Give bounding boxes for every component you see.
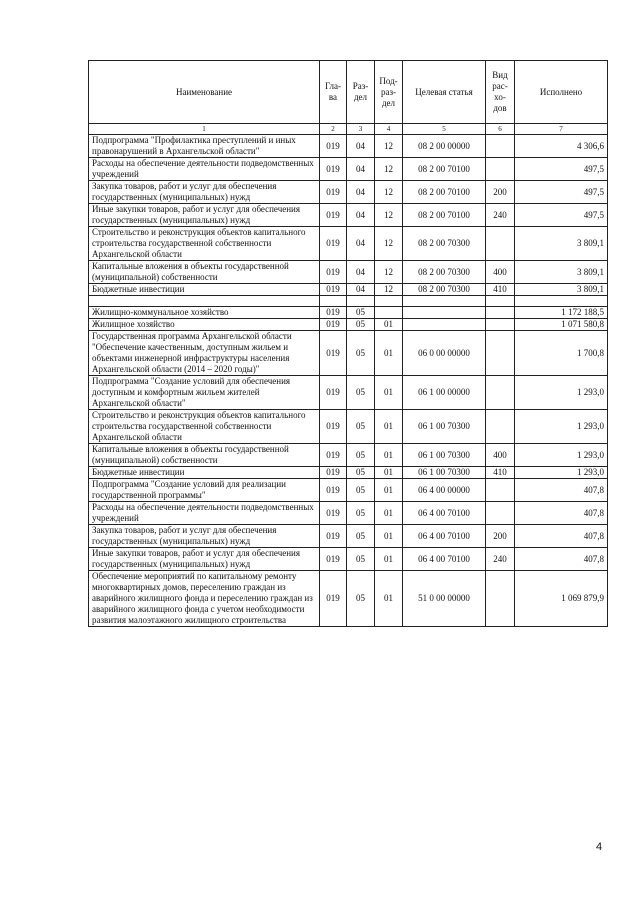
row-podrazdel	[375, 296, 403, 307]
row-podrazdel: 01	[375, 467, 403, 479]
row-name: Строительство и реконструкция объектов капитального строительства государственной собственности Архангельской области	[89, 227, 320, 261]
row-ispolneno: 1 293,0	[515, 376, 608, 410]
row-name: Иные закупки товаров, работ и услуг для обеспечения государственных (муниципальных) нужд	[89, 204, 320, 227]
row-razdel: 05	[347, 376, 375, 410]
row-razdel: 04	[347, 284, 375, 296]
row-name: Бюджетные инвестиции	[89, 467, 320, 479]
header-ispolneno: Исполнено	[515, 61, 608, 124]
row-name: Подпрограмма "Создание условий для реализации государственной программы"	[89, 479, 320, 502]
row-statya: 51 0 00 00000	[403, 571, 486, 627]
row-ispolneno: 407,8	[515, 479, 608, 502]
row-glava: 019	[320, 548, 347, 571]
row-glava: 019	[320, 376, 347, 410]
header-glava: Гла- ва	[320, 61, 347, 124]
header-razdel: Раз- дел	[347, 61, 375, 124]
row-glava: 019	[320, 571, 347, 627]
row-vid	[486, 227, 515, 261]
row-vid	[486, 571, 515, 627]
row-name: Иные закупки товаров, работ и услуг для обеспечения государственных (муниципальных) нужд	[89, 548, 320, 571]
row-podrazdel: 01	[375, 548, 403, 571]
row-vid	[486, 376, 515, 410]
column-number: 1	[89, 124, 320, 135]
row-vid: 240	[486, 204, 515, 227]
row-name: Капитальные вложения в объекты государственной (муниципальной) собственности	[89, 444, 320, 467]
row-name: Расходы на обеспечение деятельности подведомственных учреждений	[89, 158, 320, 181]
table-row	[89, 376, 608, 410]
row-razdel: 05	[347, 467, 375, 479]
table-row	[89, 479, 608, 502]
row-ispolneno: 1 069 879,9	[515, 571, 608, 627]
header-vid: Вид рас- хо- дов	[486, 61, 515, 124]
row-podrazdel: 01	[375, 410, 403, 444]
spacer-row	[89, 296, 608, 307]
row-statya: 08 2 00 70100	[403, 181, 486, 204]
row-podrazdel: 12	[375, 181, 403, 204]
table-row	[89, 502, 608, 525]
row-statya: 06 1 00 70300	[403, 467, 486, 479]
budget-table	[88, 60, 608, 627]
row-razdel: 05	[347, 319, 375, 331]
table-row	[89, 319, 608, 331]
table-body	[89, 135, 608, 627]
row-vid: 410	[486, 284, 515, 296]
row-vid	[486, 319, 515, 331]
row-glava: 019	[320, 158, 347, 181]
row-razdel: 05	[347, 479, 375, 502]
row-statya: 06 1 00 70300	[403, 444, 486, 467]
row-glava	[320, 296, 347, 307]
row-glava: 019	[320, 467, 347, 479]
row-podrazdel: 12	[375, 135, 403, 158]
row-name: Подпрограмма "Создание условий для обеспечения доступным и комфортным жильем жителей Архангельской области"	[89, 376, 320, 410]
table-row	[89, 307, 608, 319]
row-ispolneno: 3 809,1	[515, 227, 608, 261]
row-name: Закупка товаров, работ и услуг для обеспечения государственных (муниципальных) нужд	[89, 525, 320, 548]
table-header-row	[89, 61, 608, 124]
row-ispolneno: 407,8	[515, 548, 608, 571]
row-razdel: 04	[347, 227, 375, 261]
row-ispolneno: 1 071 580,8	[515, 319, 608, 331]
column-number-row	[89, 124, 608, 135]
header-name: Наименование	[89, 61, 320, 124]
row-vid: 400	[486, 444, 515, 467]
table-row	[89, 204, 608, 227]
row-podrazdel: 12	[375, 261, 403, 284]
row-glava: 019	[320, 284, 347, 296]
row-statya: 08 2 00 70300	[403, 227, 486, 261]
header-podrazdel: Под- раз- дел	[375, 61, 403, 124]
row-razdel: 04	[347, 204, 375, 227]
column-number: 2	[320, 124, 347, 135]
row-vid	[486, 135, 515, 158]
row-statya: 06 1 00 70300	[403, 410, 486, 444]
row-ispolneno	[515, 296, 608, 307]
row-razdel: 05	[347, 410, 375, 444]
row-podrazdel: 12	[375, 284, 403, 296]
table-row	[89, 444, 608, 467]
row-vid	[486, 502, 515, 525]
row-razdel: 05	[347, 444, 375, 467]
row-statya: 08 2 00 70100	[403, 158, 486, 181]
row-statya: 06 0 00 00000	[403, 331, 486, 376]
row-ispolneno: 4 306,6	[515, 135, 608, 158]
row-podrazdel: 12	[375, 227, 403, 261]
table-row	[89, 548, 608, 571]
row-name: Строительство и реконструкция объектов капитального строительства государственной собственности Архангельской области	[89, 410, 320, 444]
column-number: 3	[347, 124, 375, 135]
row-statya	[403, 296, 486, 307]
row-ispolneno: 497,5	[515, 158, 608, 181]
row-statya: 06 4 00 70100	[403, 525, 486, 548]
table-row	[89, 227, 608, 261]
row-name: Расходы на обеспечение деятельности подведомственных учреждений	[89, 502, 320, 525]
row-vid	[486, 331, 515, 376]
row-glava: 019	[320, 444, 347, 467]
row-glava: 019	[320, 261, 347, 284]
row-name: Государственная программа Архангельской области "Обеспечение качественным, доступным жильем и объектами инженерной инфраструктуры населения Архангельской области (2014 – 2020 годы)"	[89, 331, 320, 376]
header-statya: Целевая статья	[403, 61, 486, 124]
row-ispolneno: 3 809,1	[515, 284, 608, 296]
row-razdel: 05	[347, 307, 375, 319]
row-vid: 410	[486, 467, 515, 479]
row-razdel: 04	[347, 158, 375, 181]
row-vid	[486, 410, 515, 444]
row-name: Подпрограмма "Профилактика преступлений и иных правонарушений в Архангельской области"	[89, 135, 320, 158]
table-row	[89, 135, 608, 158]
row-glava: 019	[320, 319, 347, 331]
table-row	[89, 158, 608, 181]
row-vid: 400	[486, 261, 515, 284]
row-statya: 06 4 00 70100	[403, 502, 486, 525]
row-razdel: 04	[347, 181, 375, 204]
row-podrazdel: 01	[375, 444, 403, 467]
row-razdel: 05	[347, 525, 375, 548]
row-podrazdel: 01	[375, 502, 403, 525]
row-vid	[486, 158, 515, 181]
row-podrazdel	[375, 307, 403, 319]
table-row	[89, 525, 608, 548]
row-vid: 200	[486, 181, 515, 204]
row-statya: 06 1 00 00000	[403, 376, 486, 410]
table-row	[89, 571, 608, 627]
row-ispolneno: 1 700,8	[515, 331, 608, 376]
row-ispolneno: 1 293,0	[515, 444, 608, 467]
row-ispolneno: 3 809,1	[515, 261, 608, 284]
row-razdel	[347, 296, 375, 307]
row-vid: 200	[486, 525, 515, 548]
row-vid	[486, 479, 515, 502]
table-row	[89, 261, 608, 284]
row-name: Жилищное хозяйство	[89, 319, 320, 331]
table-row	[89, 467, 608, 479]
row-glava: 019	[320, 410, 347, 444]
column-number: 5	[403, 124, 486, 135]
table-row	[89, 181, 608, 204]
table-row	[89, 410, 608, 444]
column-number: 6	[486, 124, 515, 135]
row-ispolneno: 407,8	[515, 525, 608, 548]
row-statya: 08 2 00 70100	[403, 204, 486, 227]
row-glava: 019	[320, 502, 347, 525]
row-podrazdel: 01	[375, 525, 403, 548]
row-glava: 019	[320, 479, 347, 502]
row-podrazdel: 12	[375, 204, 403, 227]
row-razdel: 05	[347, 548, 375, 571]
row-name: Бюджетные инвестиции	[89, 284, 320, 296]
row-glava: 019	[320, 525, 347, 548]
column-number: 4	[375, 124, 403, 135]
row-statya: 06 4 00 70100	[403, 548, 486, 571]
row-podrazdel: 12	[375, 158, 403, 181]
row-name: Жилищно-коммунальное хозяйство	[89, 307, 320, 319]
row-podrazdel: 01	[375, 319, 403, 331]
row-ispolneno: 1 293,0	[515, 467, 608, 479]
table-row	[89, 284, 608, 296]
row-vid	[486, 296, 515, 307]
row-ispolneno: 1 172 188,5	[515, 307, 608, 319]
row-podrazdel: 01	[375, 479, 403, 502]
row-razdel: 04	[347, 135, 375, 158]
row-glava: 019	[320, 307, 347, 319]
row-razdel: 04	[347, 261, 375, 284]
row-podrazdel: 01	[375, 376, 403, 410]
row-glava: 019	[320, 204, 347, 227]
row-vid: 240	[486, 548, 515, 571]
row-razdel: 05	[347, 331, 375, 376]
row-ispolneno: 407,8	[515, 502, 608, 525]
row-razdel: 05	[347, 502, 375, 525]
row-statya: 08 2 00 70300	[403, 261, 486, 284]
row-glava: 019	[320, 331, 347, 376]
row-statya	[403, 319, 486, 331]
row-glava: 019	[320, 135, 347, 158]
row-glava: 019	[320, 227, 347, 261]
row-podrazdel: 01	[375, 331, 403, 376]
row-statya	[403, 307, 486, 319]
row-statya: 08 2 00 00000	[403, 135, 486, 158]
column-number: 7	[515, 124, 608, 135]
page-number: 4	[596, 841, 603, 853]
table-row	[89, 331, 608, 376]
row-ispolneno: 497,5	[515, 204, 608, 227]
row-name: Закупка товаров, работ и услуг для обеспечения государственных (муниципальных) нужд	[89, 181, 320, 204]
row-name: Обеспечение мероприятий по капитальному ремонту многоквартирных домов, переселению граждан из аварийного жилищного фонда и переселению граждан из аварийного жилищного фонда с учетом необходимости развития малоэтажного жилищного строительства	[89, 571, 320, 627]
row-ispolneno: 497,5	[515, 181, 608, 204]
row-vid	[486, 307, 515, 319]
row-name: Капитальные вложения в объекты государственной (муниципальной) собственности	[89, 261, 320, 284]
row-glava: 019	[320, 181, 347, 204]
row-podrazdel: 01	[375, 571, 403, 627]
row-statya: 06 4 00 00000	[403, 479, 486, 502]
row-razdel: 05	[347, 571, 375, 627]
row-statya: 08 2 00 70300	[403, 284, 486, 296]
row-ispolneno: 1 293,0	[515, 410, 608, 444]
row-name	[89, 296, 320, 307]
